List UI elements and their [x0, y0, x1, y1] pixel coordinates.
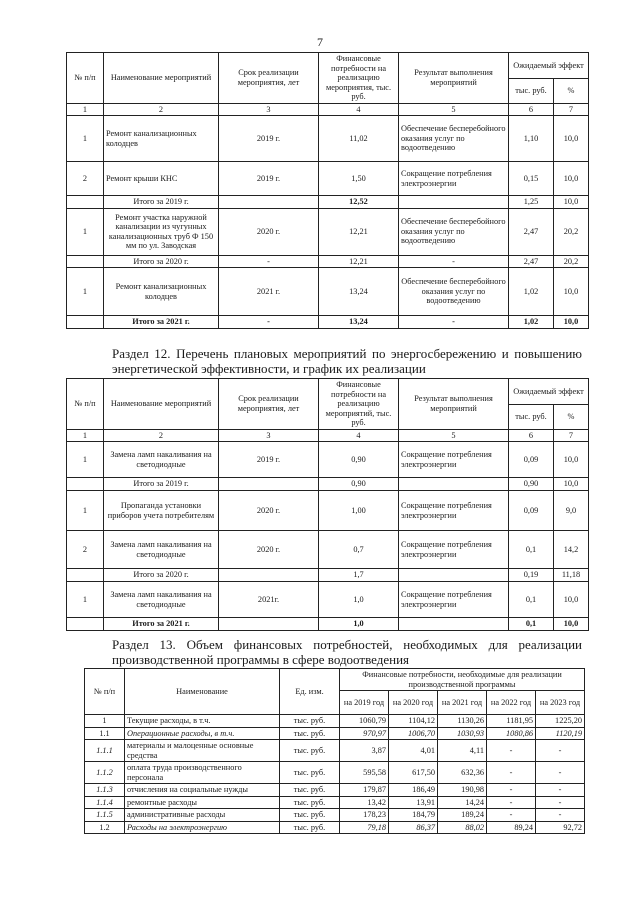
table-row: [67, 531, 589, 569]
table-row: [67, 491, 589, 531]
row-value-2022: 1181,95: [487, 715, 536, 728]
col-num-2: 2: [104, 429, 219, 442]
row-finance: 0,90: [319, 478, 399, 491]
row-result: -: [399, 316, 509, 329]
row-num: 1: [85, 715, 125, 728]
row-num: 1: [67, 442, 104, 478]
row-result: Сокращение потребления электроэнергии: [399, 491, 509, 531]
total-row-2021: [67, 618, 589, 631]
row-finance: 1,00: [319, 491, 399, 531]
row-value-2021: 1130,26: [438, 715, 487, 728]
row-effect-pct: 10,0: [554, 478, 589, 491]
row-effect-rub: 0,1: [509, 618, 554, 631]
row-value-2019: 3,87: [340, 740, 389, 762]
table-row: [85, 821, 585, 834]
header-term: Срок реализации мероприятия, лет: [219, 53, 319, 104]
row-effect-rub: 0,1: [509, 531, 554, 569]
row-value-2020: 86,37: [389, 821, 438, 834]
section-12-title: Раздел 12. Перечень плановых мероприятий по энергосбережению и повышению энергетической эффективности, и график их реализации: [112, 346, 582, 376]
row-num: [67, 618, 104, 631]
row-num: 1: [67, 582, 104, 618]
row-value-2021: 14,24: [438, 796, 487, 809]
table-row: [85, 809, 585, 822]
header-effect-rub: тыс. руб.: [509, 79, 554, 103]
row-name: Замена ламп накаливания на светодиодные: [104, 442, 219, 478]
col-num-1: 1: [67, 429, 104, 442]
row-finance: 12,21: [319, 208, 399, 255]
row-effect-pct: 10,0: [554, 618, 589, 631]
row-name: Ремонт канализационных колодцев: [104, 116, 219, 162]
row-name: Текущие расходы, в т.ч.: [125, 715, 280, 728]
row-name: ремонтные расходы: [125, 796, 280, 809]
row-num: [67, 255, 104, 268]
row-term: [219, 196, 319, 209]
row-result: [399, 196, 509, 209]
row-num: 1.1.3: [85, 784, 125, 797]
row-num: 1.2: [85, 821, 125, 834]
row-value-2020: 13,91: [389, 796, 438, 809]
row-name: отчисления на социальные нужды: [125, 784, 280, 797]
header-finance: Финансовые потребности на реализацию мероприятий, тыс. руб.: [319, 379, 399, 430]
row-result: Обеспечение бесперебойного оказания услуг по водоотведению: [399, 116, 509, 162]
header-term: Срок реализации мероприятия, лет: [219, 379, 319, 430]
row-value-2022: -: [487, 740, 536, 762]
row-effect-pct: 20,2: [554, 208, 589, 255]
row-finance: 0,90: [319, 442, 399, 478]
row-effect-rub: 0,15: [509, 162, 554, 196]
header-year-2019: на 2019 год: [340, 691, 389, 715]
row-finance: 13,24: [319, 268, 399, 316]
row-effect-pct: 10,0: [554, 316, 589, 329]
row-term: 2019 г.: [219, 116, 319, 162]
table-row: [85, 740, 585, 762]
row-effect-pct: 10,0: [554, 196, 589, 209]
row-value-2020: 184,79: [389, 809, 438, 822]
header-unit: Ед. изм.: [280, 669, 340, 715]
row-effect-pct: 10,0: [554, 162, 589, 196]
row-value-2022: 1080,86: [487, 727, 536, 740]
table-row: [67, 268, 589, 316]
row-effect-pct: 14,2: [554, 531, 589, 569]
row-value-2022: -: [487, 809, 536, 822]
row-name: Ремонт участка наружной канализации из чугунных канализационных труб Ф 150 мм по ул. Заводская: [104, 208, 219, 255]
row-num: [67, 478, 104, 491]
header-name: Наименование: [125, 669, 280, 715]
row-term: 2019 г.: [219, 162, 319, 196]
table-row: [85, 796, 585, 809]
col-num-4: 4: [319, 429, 399, 442]
row-name: Итого за 2020 г.: [104, 255, 219, 268]
row-term: 2020 г.: [219, 531, 319, 569]
row-name: Замена ламп накаливания на светодиодные: [104, 582, 219, 618]
row-effect-rub: 2,47: [509, 255, 554, 268]
row-unit: тыс. руб.: [280, 809, 340, 822]
header-effect: Ожидаемый эффект: [509, 379, 589, 405]
header-year-2020: на 2020 год: [389, 691, 438, 715]
header-result: Результат выполнения мероприятий: [399, 379, 509, 430]
row-value-2023: -: [536, 784, 585, 797]
maintenance-measures-table: [66, 52, 589, 329]
row-unit: тыс. руб.: [280, 796, 340, 809]
col-num-7: 7: [554, 103, 589, 116]
row-num: 2: [67, 531, 104, 569]
row-finance: 0,7: [319, 531, 399, 569]
row-effect-pct: 11,18: [554, 569, 589, 582]
row-unit: тыс. руб.: [280, 727, 340, 740]
row-term: 2019 г.: [219, 442, 319, 478]
row-name: Расходы на электроэнергию: [125, 821, 280, 834]
page-number: 7: [317, 35, 323, 49]
row-value-2023: -: [536, 809, 585, 822]
row-result: -: [399, 255, 509, 268]
row-result: [399, 569, 509, 582]
table-row: [67, 116, 589, 162]
total-row-2019: [67, 478, 589, 491]
row-result: Сокращение потребления электроэнергии: [399, 582, 509, 618]
row-finance: 1,0: [319, 582, 399, 618]
table-row: [67, 208, 589, 255]
row-effect-rub: 1,02: [509, 316, 554, 329]
header-effect-rub: тыс. руб.: [509, 405, 554, 429]
row-unit: тыс. руб.: [280, 821, 340, 834]
row-result: [399, 618, 509, 631]
col-num-5: 5: [399, 429, 509, 442]
row-value-2021: 190,98: [438, 784, 487, 797]
row-value-2021: 4,11: [438, 740, 487, 762]
row-result: Обеспечение бесперебойного оказания услуг по водоотведению: [399, 208, 509, 255]
row-value-2019: 13,42: [340, 796, 389, 809]
row-effect-pct: 10,0: [554, 442, 589, 478]
row-num: 1.1.2: [85, 762, 125, 784]
col-num-7: 7: [554, 429, 589, 442]
row-finance: 1,50: [319, 162, 399, 196]
row-value-2021: 189,24: [438, 809, 487, 822]
col-num-1: 1: [67, 103, 104, 116]
total-row-2020: [67, 255, 589, 268]
row-value-2021: 88,02: [438, 821, 487, 834]
row-unit: тыс. руб.: [280, 762, 340, 784]
header-effect-pct: %: [554, 405, 589, 429]
row-value-2022: -: [487, 762, 536, 784]
header-name: Наименование мероприятий: [104, 53, 219, 104]
row-finance: 1,7: [319, 569, 399, 582]
table-row: [85, 784, 585, 797]
row-value-2019: 79,18: [340, 821, 389, 834]
row-name: материалы и малоценные основные средства: [125, 740, 280, 762]
header-result: Результат выполнения мероприятий: [399, 53, 509, 104]
row-name: Итого за 2020 г.: [104, 569, 219, 582]
financial-needs-table: [84, 668, 585, 834]
row-name: Итого за 2019 г.: [104, 196, 219, 209]
row-value-2020: 617,50: [389, 762, 438, 784]
row-unit: тыс. руб.: [280, 784, 340, 797]
row-num: 1.1: [85, 727, 125, 740]
col-num-4: 4: [319, 103, 399, 116]
row-unit: тыс. руб.: [280, 715, 340, 728]
row-term: -: [219, 255, 319, 268]
column-numbers-row: [67, 103, 589, 116]
table-row: [85, 727, 585, 740]
row-effect-rub: 1,02: [509, 268, 554, 316]
row-term: [219, 618, 319, 631]
row-name: Операционные расходы, в т.ч.: [125, 727, 280, 740]
row-num: 1: [67, 116, 104, 162]
row-result: [399, 478, 509, 491]
header-year-2021: на 2021 год: [438, 691, 487, 715]
row-value-2019: 970,97: [340, 727, 389, 740]
row-name: Ремонт крыши КНС: [104, 162, 219, 196]
column-numbers-row: [67, 429, 589, 442]
row-term: 2020 г.: [219, 208, 319, 255]
row-value-2019: 1060,79: [340, 715, 389, 728]
header-finance: Финансовые потребности, необходимые для реализации производственной программы: [340, 669, 585, 691]
energy-saving-table: [66, 378, 589, 631]
row-finance: 13,24: [319, 316, 399, 329]
row-value-2022: -: [487, 796, 536, 809]
row-value-2023: 1120,19: [536, 727, 585, 740]
row-effect-rub: 1,10: [509, 116, 554, 162]
header-name: Наименование мероприятий: [104, 379, 219, 430]
row-num: 1: [67, 268, 104, 316]
col-num-6: 6: [509, 103, 554, 116]
row-term: [219, 478, 319, 491]
row-num: 1.1.4: [85, 796, 125, 809]
row-unit: тыс. руб.: [280, 740, 340, 762]
row-result: Обеспечение бесперебойного оказания услуг по водоотведению: [399, 268, 509, 316]
row-effect-rub: 2,47: [509, 208, 554, 255]
section-13-title: Раздел 13. Объем финансовых потребностей, необходимых для реализации производственной программы в сфере водоотведения: [112, 637, 582, 667]
header-year-2022: на 2022 год: [487, 691, 536, 715]
row-name: Итого за 2021 г.: [104, 316, 219, 329]
table-row: [85, 762, 585, 784]
row-value-2020: 1006,70: [389, 727, 438, 740]
row-effect-pct: 10,0: [554, 116, 589, 162]
header-num: № п/п: [85, 669, 125, 715]
row-term: 2021 г.: [219, 268, 319, 316]
row-name: Ремонт канализационных колодцев: [104, 268, 219, 316]
row-effect-rub: 0,09: [509, 491, 554, 531]
row-name: оплата труда производственного персонала: [125, 762, 280, 784]
row-value-2023: 92,72: [536, 821, 585, 834]
header-num: № п/п: [67, 379, 104, 430]
row-value-2019: 178,23: [340, 809, 389, 822]
row-effect-rub: 0,90: [509, 478, 554, 491]
col-num-2: 2: [104, 103, 219, 116]
row-num: 2: [67, 162, 104, 196]
header-effect: Ожидаемый эффект: [509, 53, 589, 79]
row-value-2020: 4,01: [389, 740, 438, 762]
total-row-2020: [67, 569, 589, 582]
table-row: [85, 715, 585, 728]
row-effect-pct: 20,2: [554, 255, 589, 268]
row-name: административные расходы: [125, 809, 280, 822]
header-num: № п/п: [67, 53, 104, 104]
col-num-5: 5: [399, 103, 509, 116]
row-value-2022: -: [487, 784, 536, 797]
header-effect-pct: %: [554, 79, 589, 103]
row-num: [67, 569, 104, 582]
row-value-2021: 632,36: [438, 762, 487, 784]
row-term: -: [219, 316, 319, 329]
table-row: [67, 582, 589, 618]
row-value-2023: -: [536, 762, 585, 784]
row-effect-rub: 0,1: [509, 582, 554, 618]
row-term: 2021г.: [219, 582, 319, 618]
row-finance: 11,02: [319, 116, 399, 162]
row-num: 1.1.5: [85, 809, 125, 822]
row-num: 1: [67, 491, 104, 531]
row-name: Пропаганда установки приборов учета потребителям: [104, 491, 219, 531]
row-value-2020: 1104,12: [389, 715, 438, 728]
row-num: 1: [67, 208, 104, 255]
col-num-3: 3: [219, 429, 319, 442]
row-value-2021: 1030,93: [438, 727, 487, 740]
row-effect-rub: 1,25: [509, 196, 554, 209]
row-value-2019: 179,87: [340, 784, 389, 797]
header-year-2023: на 2023 год: [536, 691, 585, 715]
col-num-3: 3: [219, 103, 319, 116]
row-name: Итого за 2021 г.: [104, 618, 219, 631]
row-value-2022: 89,24: [487, 821, 536, 834]
row-effect-rub: 0,19: [509, 569, 554, 582]
row-finance: 12,52: [319, 196, 399, 209]
row-value-2023: 1225,20: [536, 715, 585, 728]
row-term: [219, 569, 319, 582]
table-row: [67, 442, 589, 478]
total-row-2019: [67, 196, 589, 209]
row-result: Сокращение потребления электроэнергии: [399, 442, 509, 478]
row-num: [67, 316, 104, 329]
row-term: 2020 г.: [219, 491, 319, 531]
row-finance: 1,0: [319, 618, 399, 631]
row-num: 1.1.1: [85, 740, 125, 762]
row-result: Сокращение потребления электроэнергии: [399, 162, 509, 196]
col-num-6: 6: [509, 429, 554, 442]
row-result: Сокращение потребления электроэнергии: [399, 531, 509, 569]
row-name: Итого за 2019 г.: [104, 478, 219, 491]
row-effect-pct: 10,0: [554, 268, 589, 316]
table-row: [67, 162, 589, 196]
total-row-2021: [67, 316, 589, 329]
row-num: [67, 196, 104, 209]
row-effect-pct: 9,0: [554, 491, 589, 531]
row-value-2023: -: [536, 796, 585, 809]
row-value-2023: -: [536, 740, 585, 762]
row-name: Замена ламп накаливания на светодиодные: [104, 531, 219, 569]
row-finance: 12,21: [319, 255, 399, 268]
row-effect-pct: 10,0: [554, 582, 589, 618]
row-value-2019: 595,58: [340, 762, 389, 784]
header-finance: Финансовые потребности на реализацию мероприятия, тыс. руб.: [319, 53, 399, 104]
row-effect-rub: 0,09: [509, 442, 554, 478]
row-value-2020: 186,49: [389, 784, 438, 797]
